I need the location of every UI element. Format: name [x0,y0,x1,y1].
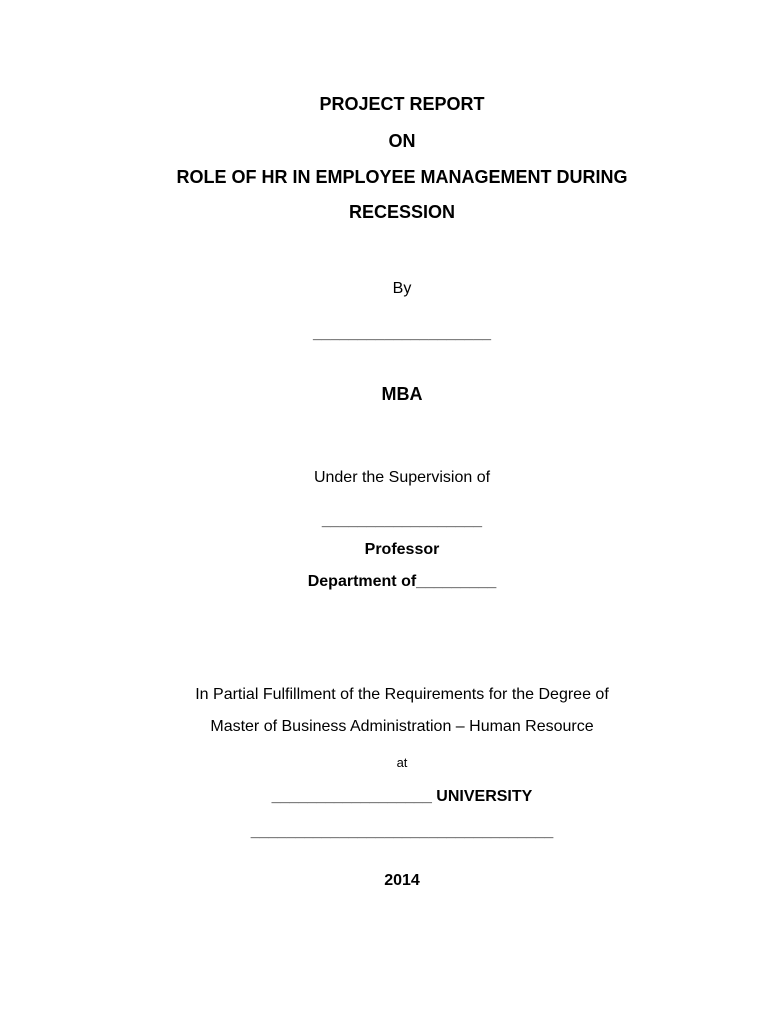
title-line-3: ROLE OF HR IN EMPLOYEE MANAGEMENT DURING [176,167,628,187]
degree-short: MBA [381,384,423,404]
year: 2014 [384,872,420,889]
supervisor-blank: __________________ [321,512,483,529]
fulfillment-line-2: Master of Business Administration – Human Resource [210,718,594,735]
supervision-label: Under the Supervision of [313,469,491,486]
author-blank: ____________________ [313,325,491,342]
supervisor-title: Professor [364,541,440,558]
by-label: By [392,280,412,297]
fulfillment-line-1: In Partial Fulfillment of the Requirements for the Degree of [195,686,609,703]
at-label: at [396,755,408,770]
title-line-2: ON [388,131,416,151]
university-line: __________________ UNIVERSITY [271,788,533,805]
department-line: Department of_________ [307,573,497,590]
title-line-4: RECESSION [348,202,456,222]
long-blank: __________________________________ [250,823,554,840]
title-line-1: PROJECT REPORT [319,94,485,114]
